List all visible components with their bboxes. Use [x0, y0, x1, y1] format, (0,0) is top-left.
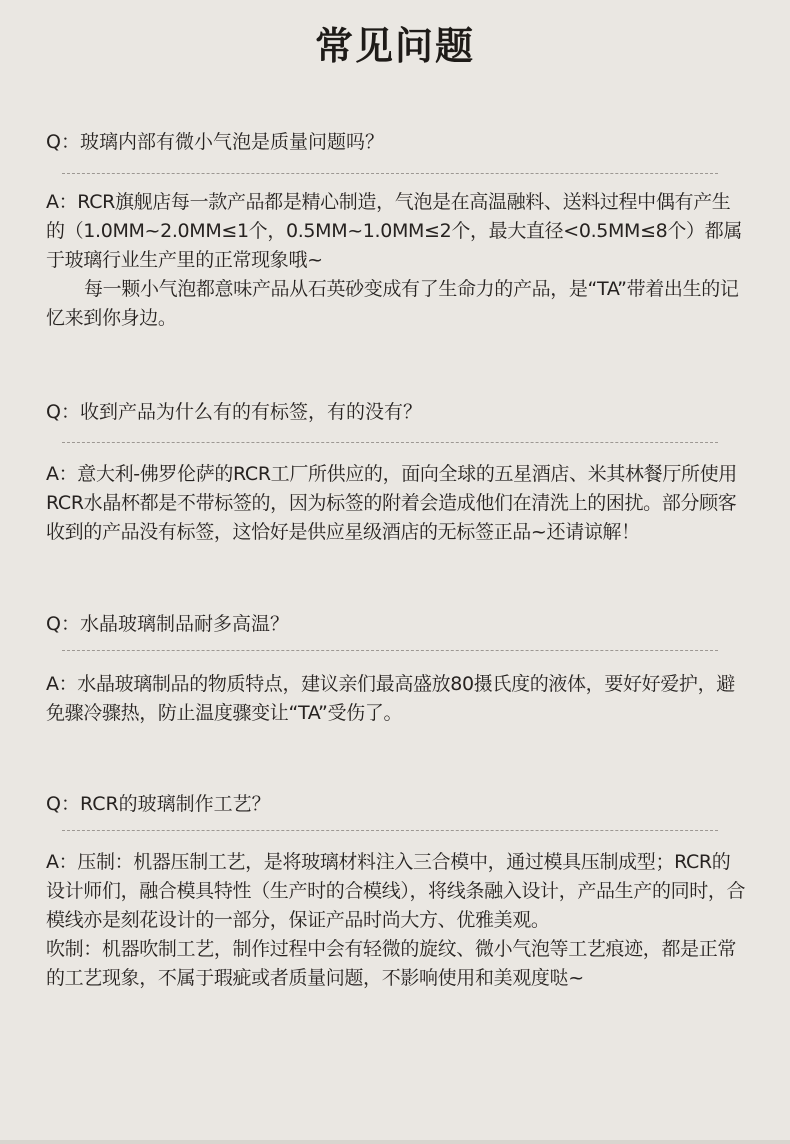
dashed-divider: [62, 650, 718, 651]
faq-question: Q：RCR的玻璃制作工艺？: [46, 793, 271, 815]
page-title: 常见问题: [314, 24, 475, 68]
answer-paragraph: 吹制：机器吹制工艺，制作过程中会有轻微的旋纹、微小气泡等工艺痕迹，都是正常的工艺现象，不属于瑕疵或者质量问题，不影响使用和美观度哒~: [46, 938, 737, 989]
dashed-divider: [62, 442, 718, 443]
faq-question: Q：玻璃内部有微小气泡是质量问题吗？: [46, 131, 384, 153]
answer-paragraph: 每一颗小气泡都意味产品从石英砂变成有了生命力的产品，是“TA”带着出生的记忆来到你身边。: [46, 278, 739, 329]
faq-answer: [46, 188, 746, 333]
faq-answer: [46, 460, 746, 547]
faq-answer: [46, 670, 746, 728]
answer-paragraph: A：意大利-佛罗伦萨的RCR工厂所供应的，面向全球的五星酒店、米其林餐厅所使用RCR水晶杯都是不带标签的，因为标签的附着会造成他们在清洗上的困扰。部分顾客收到的产品没有标签，这恰好是供应星级酒店的无标签正品~还请谅解！: [46, 463, 737, 543]
faq-question: Q：水晶玻璃制品耐多高温？: [46, 613, 289, 635]
faq-question: Q：收到产品为什么有的有标签，有的没有？: [46, 401, 422, 423]
faq-item: [46, 610, 746, 728]
answer-paragraph: A：压制：机器压制工艺，是将玻璃材料注入三合模中，通过模具压制成型；RCR的设计师们，融合模具特性（生产时的合模线），将线条融入设计，产品生产的同时，合模线亦是刻花设计的一部分，保证产品时尚大方、优雅美观。: [46, 851, 746, 931]
bottom-divider: [0, 1140, 790, 1144]
faq-item: [46, 790, 746, 993]
faq-item: [46, 128, 746, 333]
answer-paragraph: A：水晶玻璃制品的物质特点，建议亲们最高盛放80摄氏度的液体，要好好爱护，避免骤冷骤热，防止温度骤变让“TA”受伤了。: [46, 673, 735, 724]
faq-item: [46, 398, 746, 547]
answer-paragraph: A：RCR旗舰店每一款产品都是精心制造，气泡是在高温融料、送料过程中偶有产生的（1.0MM~2.0MM≤1个，0.5MM~1.0MM≤2个，最大直径<0.5MM≤8个）都属于玻璃行业生产里的正常现象哦~: [46, 191, 742, 271]
dashed-divider: [62, 830, 718, 831]
faq-answer: [46, 848, 746, 993]
dashed-divider: [62, 173, 718, 174]
